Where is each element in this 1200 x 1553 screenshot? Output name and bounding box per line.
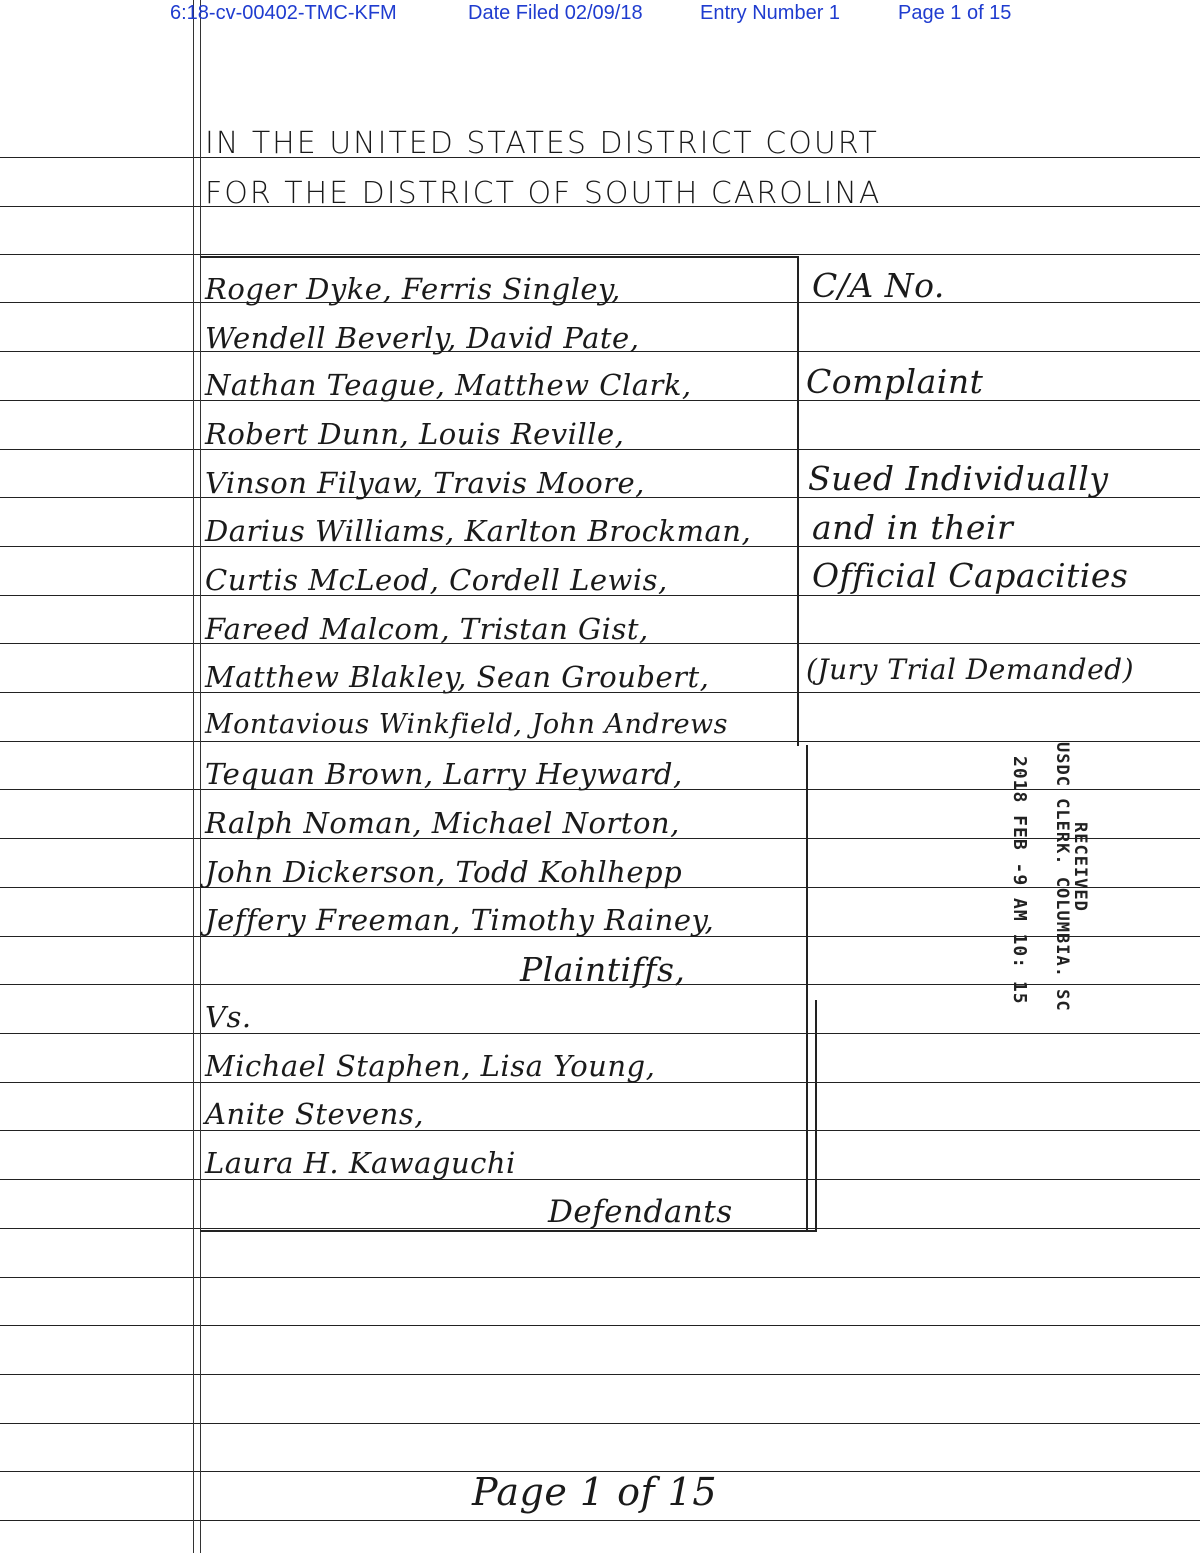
caption-box-divider	[815, 1000, 817, 1232]
plaintiffs-label: Plaintiffs,	[520, 950, 686, 989]
plaintiff-line: Vinson Filyaw, Travis Moore,	[205, 466, 645, 500]
ruled-line	[0, 1325, 1200, 1326]
jury-demand: (Jury Trial Demanded)	[806, 653, 1134, 686]
plaintiff-line: Matthew Blakley, Sean Groubert,	[205, 660, 710, 694]
stamp-line: 2018 FEB -9 AM 10: 15	[1009, 756, 1030, 1005]
ruled-line	[0, 1277, 1200, 1278]
case-number-label: C/A No.	[812, 266, 945, 305]
ruled-line	[0, 1033, 1200, 1034]
plaintiff-line: Jeffery Freeman, Timothy Rainey,	[205, 903, 715, 937]
plaintiff-line: Roger Dyke, Ferris Singley,	[205, 272, 621, 306]
page-footer: Page 1 of 15	[472, 1470, 718, 1514]
defendants-label: Defendants	[548, 1194, 733, 1230]
capacity-line: and in their	[812, 508, 1014, 547]
defendant-line: Anite Stevens,	[205, 1097, 424, 1131]
plaintiff-line: Wendell Beverly, David Pate,	[205, 321, 640, 355]
stamp-line: RECEIVED	[1070, 822, 1090, 912]
received-stamp	[1008, 742, 1090, 1012]
capacity-line: Official Capacities	[812, 556, 1129, 595]
margin-line	[193, 0, 194, 1553]
document-type: Complaint	[806, 362, 984, 401]
plaintiff-line: Ralph Noman, Michael Norton,	[205, 806, 680, 840]
margin-line	[200, 0, 201, 1553]
page-count: Page 1 of 15	[898, 2, 1012, 24]
plaintiff-line: Fareed Malcom, Tristan Gist,	[205, 612, 649, 646]
defendant-line: Laura H. Kawaguchi	[205, 1146, 516, 1180]
ruled-line	[0, 254, 1200, 255]
date-filed: Date Filed 02/09/18	[468, 2, 643, 24]
capacity-line: Sued Individually	[808, 459, 1109, 498]
case-number: 6:18-cv-00402-TMC-KFM	[170, 2, 397, 24]
caption-box-divider	[797, 256, 799, 746]
plaintiff-line: John Dickerson, Todd Kohlhepp	[205, 855, 683, 889]
ruled-line	[0, 1130, 1200, 1131]
caption-box-top	[200, 256, 798, 258]
entry-number: Entry Number 1	[700, 2, 841, 24]
plaintiff-line: Curtis McLeod, Cordell Lewis,	[205, 563, 668, 597]
caption-box-divider	[806, 745, 808, 1230]
plaintiff-line: Darius Williams, Karlton Brockman,	[205, 514, 752, 548]
plaintiff-line: Montavious Winkfield, John Andrews	[205, 709, 729, 740]
plaintiff-line: Nathan Teague, Matthew Clark,	[205, 368, 692, 402]
court-title-line1: IN THE UNITED STATES DISTRICT COURT	[205, 126, 879, 161]
defendant-line: Michael Staphen, Lisa Young,	[205, 1049, 656, 1083]
stamp-line: USDC CLERK. COLUMBIA. SC	[1052, 742, 1072, 1012]
ruled-line	[0, 1374, 1200, 1375]
caption-box-bottom	[200, 1230, 816, 1232]
ruled-line	[0, 1423, 1200, 1424]
plaintiff-line: Robert Dunn, Louis Reville,	[205, 417, 625, 451]
versus-label: Vs.	[205, 1000, 252, 1034]
plaintiff-line: Tequan Brown, Larry Heyward,	[205, 757, 683, 791]
court-title-line2: FOR THE DISTRICT OF SOUTH CAROLINA	[205, 176, 882, 211]
ruled-line	[0, 1520, 1200, 1521]
ruled-line	[0, 1179, 1200, 1180]
